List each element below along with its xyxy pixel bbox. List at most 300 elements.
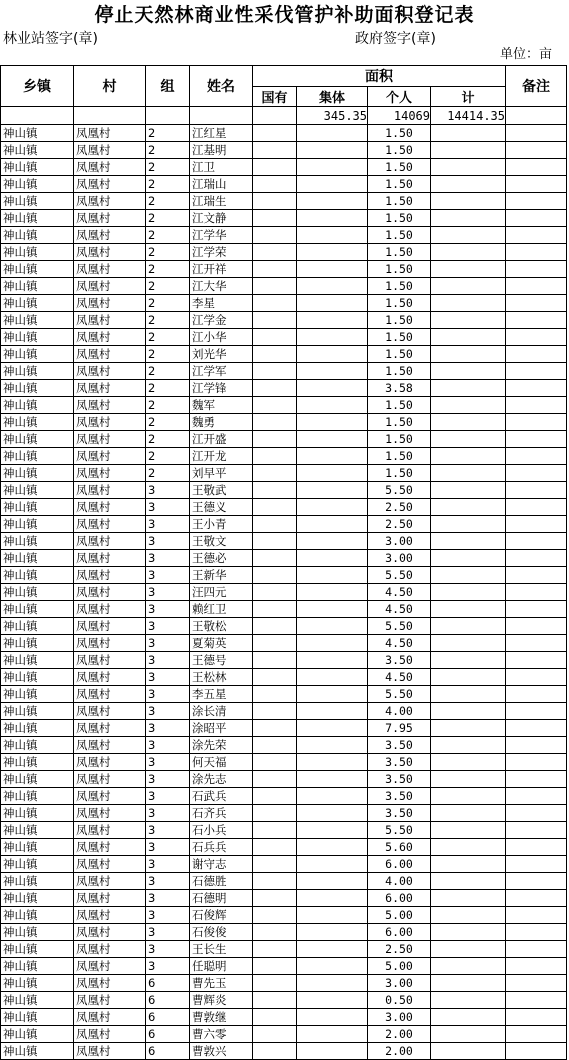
cell-total: [431, 958, 506, 975]
cell-remarks: [506, 550, 567, 567]
cell-group: 2: [146, 261, 190, 278]
cell-individual: 1.50: [368, 431, 431, 448]
cell-total: [431, 771, 506, 788]
cell-village: 凤凰村: [74, 227, 146, 244]
cell-individual: 3.50: [368, 805, 431, 822]
registration-table: [0, 65, 567, 1060]
cell-name: 王松林: [190, 669, 253, 686]
cell-group: 2: [146, 193, 190, 210]
cell-group: 3: [146, 533, 190, 550]
cell-collective: [297, 1026, 368, 1043]
cell-name: 曹敦继: [190, 1009, 253, 1026]
cell-name: 江小华: [190, 329, 253, 346]
cell-name: 王敬松: [190, 618, 253, 635]
cell-name: 刘早平: [190, 465, 253, 482]
cell-group: 2: [146, 431, 190, 448]
cell-town: 神山镇: [1, 924, 74, 941]
cell-individual: 3.00: [368, 550, 431, 567]
table-row: [1, 261, 567, 278]
cell-village: 凤凰村: [74, 414, 146, 431]
cell-state: [253, 975, 297, 992]
table-row: [1, 193, 567, 210]
cell-village: 凤凰村: [74, 958, 146, 975]
cell-group: 2: [146, 448, 190, 465]
cell-individual: 1.50: [368, 176, 431, 193]
header-group: 组: [146, 66, 190, 107]
cell-name: 石俊辉: [190, 907, 253, 924]
cell-state: [253, 992, 297, 1009]
cell-town: 神山镇: [1, 754, 74, 771]
cell-state: [253, 601, 297, 618]
table-row: [1, 924, 567, 941]
cell-town: 神山镇: [1, 261, 74, 278]
cell-total: [431, 125, 506, 142]
cell-total: [431, 703, 506, 720]
cell-individual: 6.00: [368, 890, 431, 907]
cell-name: 涂长清: [190, 703, 253, 720]
cell-village: 凤凰村: [74, 1009, 146, 1026]
cell-village: 凤凰村: [74, 431, 146, 448]
table-row: [1, 805, 567, 822]
cell-group: 3: [146, 635, 190, 652]
cell-village: 凤凰村: [74, 346, 146, 363]
cell-remarks: [506, 737, 567, 754]
cell-total: [431, 295, 506, 312]
cell-remarks: [506, 278, 567, 295]
cell-total: [431, 261, 506, 278]
cell-total: [431, 380, 506, 397]
cell-group: 3: [146, 499, 190, 516]
cell-group: 3: [146, 686, 190, 703]
cell-collective: [297, 482, 368, 499]
cell-village: 凤凰村: [74, 142, 146, 159]
header-individual: 个人: [368, 87, 431, 107]
cell-individual: 2.00: [368, 1043, 431, 1060]
table-row: [1, 601, 567, 618]
cell-individual: 5.50: [368, 567, 431, 584]
header-total: 计: [431, 87, 506, 107]
table-row: [1, 380, 567, 397]
cell-remarks: [506, 533, 567, 550]
cell-village: 凤凰村: [74, 975, 146, 992]
cell-state: [253, 482, 297, 499]
cell-total: [431, 924, 506, 941]
government-signature-label: 政府签字(章): [355, 31, 436, 47]
unit-label: 单位：亩: [500, 47, 553, 62]
cell-state: [253, 941, 297, 958]
cell-total: [431, 244, 506, 261]
cell-name: 江学军: [190, 363, 253, 380]
cell-total: [431, 448, 506, 465]
table-row: [1, 278, 567, 295]
cell-remarks: [506, 958, 567, 975]
cell-collective: [297, 210, 368, 227]
cell-village: 凤凰村: [74, 924, 146, 941]
cell-village: 凤凰村: [74, 244, 146, 261]
cell-town: 神山镇: [1, 550, 74, 567]
cell-total: [431, 176, 506, 193]
cell-collective: [297, 686, 368, 703]
cell-town: 神山镇: [1, 244, 74, 261]
header-village: 村: [74, 66, 146, 107]
cell-total: [431, 278, 506, 295]
table-row: [1, 431, 567, 448]
cell-town: 神山镇: [1, 295, 74, 312]
table-row: [1, 448, 567, 465]
table-row: [1, 839, 567, 856]
cell-group: 3: [146, 567, 190, 584]
cell-individual: 1.50: [368, 193, 431, 210]
cell-total: [431, 1026, 506, 1043]
cell-individual: 3.50: [368, 652, 431, 669]
cell-name: 王新华: [190, 567, 253, 584]
cell-state: [253, 618, 297, 635]
cell-collective: [297, 669, 368, 686]
cell-state: [253, 822, 297, 839]
table-row: [1, 975, 567, 992]
cell-group: 3: [146, 703, 190, 720]
cell-town: 神山镇: [1, 227, 74, 244]
cell-individual: 1.50: [368, 397, 431, 414]
table-row: [1, 346, 567, 363]
cell-remarks: [506, 669, 567, 686]
cell-total: [431, 346, 506, 363]
cell-remarks: [506, 295, 567, 312]
table-row: [1, 142, 567, 159]
cell-group: 3: [146, 907, 190, 924]
cell-individual: 3.58: [368, 380, 431, 397]
cell-village: 凤凰村: [74, 907, 146, 924]
cell-remarks: [506, 227, 567, 244]
cell-town: 神山镇: [1, 618, 74, 635]
cell-total: [431, 686, 506, 703]
cell-remarks: [506, 618, 567, 635]
cell-remarks: [506, 431, 567, 448]
cell-collective: [297, 941, 368, 958]
cell-group: 3: [146, 958, 190, 975]
cell-state: [253, 465, 297, 482]
cell-group: 3: [146, 737, 190, 754]
header-name: 姓名: [190, 66, 253, 107]
cell-individual: 3.50: [368, 788, 431, 805]
cell-total: [431, 142, 506, 159]
cell-group: 2: [146, 295, 190, 312]
cell-collective: [297, 856, 368, 873]
cell-state: [253, 176, 297, 193]
cell-state: [253, 737, 297, 754]
cell-name: 王敬武: [190, 482, 253, 499]
cell-individual: 1.50: [368, 465, 431, 482]
cell-state: [253, 363, 297, 380]
cell-total: [431, 414, 506, 431]
cell-collective: [297, 448, 368, 465]
cell-state: [253, 890, 297, 907]
cell-total: [431, 482, 506, 499]
table-row: [1, 652, 567, 669]
cell-town: 神山镇: [1, 771, 74, 788]
cell-state: [253, 516, 297, 533]
cell-collective: [297, 703, 368, 720]
cell-group: 3: [146, 550, 190, 567]
cell-state: [253, 346, 297, 363]
cell-collective: [297, 805, 368, 822]
cell-town: 神山镇: [1, 805, 74, 822]
cell-town: 神山镇: [1, 737, 74, 754]
cell-state: [253, 635, 297, 652]
cell-town: 神山镇: [1, 448, 74, 465]
cell-collective: [297, 873, 368, 890]
cell-group: 3: [146, 788, 190, 805]
cell-total: [431, 499, 506, 516]
cell-collective: [297, 431, 368, 448]
cell-individual: 1.50: [368, 295, 431, 312]
cell-town: 神山镇: [1, 346, 74, 363]
cell-individual: 6.00: [368, 924, 431, 941]
cell-name: 王德义: [190, 499, 253, 516]
cell-state: [253, 261, 297, 278]
table-row: [1, 176, 567, 193]
cell-individual: 1.50: [368, 244, 431, 261]
cell-state: [253, 958, 297, 975]
cell-name: 曹六零: [190, 1026, 253, 1043]
cell-remarks: [506, 142, 567, 159]
cell-total: [431, 839, 506, 856]
total-sum: 14414.35: [431, 107, 506, 125]
cell-individual: 1.50: [368, 278, 431, 295]
cell-name: 江学荣: [190, 244, 253, 261]
cell-group: 3: [146, 482, 190, 499]
cell-group: 6: [146, 975, 190, 992]
cell-town: 神山镇: [1, 142, 74, 159]
cell-remarks: [506, 261, 567, 278]
cell-state: [253, 499, 297, 516]
cell-collective: [297, 1043, 368, 1060]
cell-name: 江开祥: [190, 261, 253, 278]
cell-village: 凤凰村: [74, 193, 146, 210]
cell-collective: [297, 465, 368, 482]
cell-village: 凤凰村: [74, 380, 146, 397]
cell-name: 王德号: [190, 652, 253, 669]
cell-collective: [297, 227, 368, 244]
cell-total: [431, 516, 506, 533]
cell-name: 石齐兵: [190, 805, 253, 822]
cell-remarks: [506, 907, 567, 924]
cell-total: [431, 941, 506, 958]
table-row: [1, 312, 567, 329]
table-row: [1, 550, 567, 567]
cell-name: 江红星: [190, 125, 253, 142]
cell-town: 神山镇: [1, 465, 74, 482]
cell-remarks: [506, 567, 567, 584]
cell-group: 3: [146, 805, 190, 822]
cell-village: 凤凰村: [74, 499, 146, 516]
cell-individual: 1.50: [368, 142, 431, 159]
cell-state: [253, 227, 297, 244]
cell-name: 江文静: [190, 210, 253, 227]
cell-collective: [297, 363, 368, 380]
cell-town: 神山镇: [1, 363, 74, 380]
cell-village: 凤凰村: [74, 669, 146, 686]
cell-state: [253, 431, 297, 448]
cell-town: 神山镇: [1, 856, 74, 873]
cell-state: [253, 839, 297, 856]
cell-remarks: [506, 499, 567, 516]
cell-group: 3: [146, 754, 190, 771]
cell-group: 2: [146, 414, 190, 431]
cell-group: 2: [146, 363, 190, 380]
table-row: [1, 397, 567, 414]
cell-name: 石武兵: [190, 788, 253, 805]
cell-state: [253, 312, 297, 329]
cell-village: 凤凰村: [74, 720, 146, 737]
cell-total: [431, 1009, 506, 1026]
header-state: 国有: [253, 87, 297, 107]
cell-individual: 3.50: [368, 737, 431, 754]
cell-state: [253, 856, 297, 873]
cell-village: 凤凰村: [74, 635, 146, 652]
cell-town: 神山镇: [1, 516, 74, 533]
cell-group: 3: [146, 822, 190, 839]
cell-remarks: [506, 176, 567, 193]
table-row: [1, 907, 567, 924]
cell-collective: [297, 295, 368, 312]
cell-name: 江瑞山: [190, 176, 253, 193]
cell-collective: [297, 516, 368, 533]
cell-total: [431, 567, 506, 584]
cell-collective: [297, 329, 368, 346]
cell-state: [253, 533, 297, 550]
cell-collective: [297, 159, 368, 176]
cell-remarks: [506, 414, 567, 431]
cell-group: 6: [146, 1043, 190, 1060]
cell-collective: [297, 380, 368, 397]
cell-individual: 3.50: [368, 754, 431, 771]
cell-town: 神山镇: [1, 703, 74, 720]
cell-collective: [297, 992, 368, 1009]
cell-name: 江开龙: [190, 448, 253, 465]
table-row: [1, 618, 567, 635]
forestry-station-signature-label: 林业站签字(章): [3, 31, 98, 47]
cell-remarks: [506, 380, 567, 397]
cell-state: [253, 924, 297, 941]
cell-remarks: [506, 788, 567, 805]
table-row: [1, 414, 567, 431]
cell-state: [253, 567, 297, 584]
table-row: [1, 482, 567, 499]
cell-group: 3: [146, 941, 190, 958]
cell-total: [431, 788, 506, 805]
cell-name: 江基明: [190, 142, 253, 159]
cell-group: 2: [146, 125, 190, 142]
table-row: [1, 788, 567, 805]
cell-town: 神山镇: [1, 958, 74, 975]
cell-village: 凤凰村: [74, 601, 146, 618]
cell-village: 凤凰村: [74, 125, 146, 142]
cell-remarks: [506, 805, 567, 822]
cell-state: [253, 550, 297, 567]
header-area: 面积: [253, 66, 506, 87]
cell-town: 神山镇: [1, 329, 74, 346]
cell-remarks: [506, 1026, 567, 1043]
cell-remarks: [506, 329, 567, 346]
cell-individual: 5.50: [368, 822, 431, 839]
cell-individual: 1.50: [368, 159, 431, 176]
header-collective: 集体: [297, 87, 368, 107]
cell-individual: 2.50: [368, 941, 431, 958]
cell-total: [431, 635, 506, 652]
cell-collective: [297, 550, 368, 567]
cell-state: [253, 1026, 297, 1043]
cell-collective: [297, 278, 368, 295]
cell-village: 凤凰村: [74, 584, 146, 601]
cell-name: 魏军: [190, 397, 253, 414]
cell-remarks: [506, 363, 567, 380]
cell-collective: [297, 601, 368, 618]
cell-group: 3: [146, 890, 190, 907]
cell-total: [431, 159, 506, 176]
cell-town: 神山镇: [1, 176, 74, 193]
cell-individual: 0.50: [368, 992, 431, 1009]
cell-state: [253, 669, 297, 686]
cell-remarks: [506, 686, 567, 703]
cell-collective: [297, 754, 368, 771]
cell-village: 凤凰村: [74, 839, 146, 856]
cell-village: 凤凰村: [74, 652, 146, 669]
cell-total: [431, 312, 506, 329]
cell-remarks: [506, 754, 567, 771]
cell-individual: 3.00: [368, 975, 431, 992]
cell-name: 李五星: [190, 686, 253, 703]
cell-total: [431, 618, 506, 635]
cell-collective: [297, 346, 368, 363]
cell-total: [431, 975, 506, 992]
cell-village: 凤凰村: [74, 771, 146, 788]
cell-remarks: [506, 941, 567, 958]
cell-total: [431, 669, 506, 686]
cell-town: 神山镇: [1, 312, 74, 329]
cell-town: 神山镇: [1, 1009, 74, 1026]
cell-remarks: [506, 482, 567, 499]
cell-group: 2: [146, 397, 190, 414]
cell-town: 神山镇: [1, 975, 74, 992]
cell-collective: [297, 261, 368, 278]
cell-collective: [297, 635, 368, 652]
cell-village: 凤凰村: [74, 176, 146, 193]
cell-village: 凤凰村: [74, 754, 146, 771]
cell-state: [253, 754, 297, 771]
cell-state: [253, 703, 297, 720]
cell-individual: 5.50: [368, 618, 431, 635]
cell-village: 凤凰村: [74, 1026, 146, 1043]
cell-state: [253, 329, 297, 346]
cell-total: [431, 329, 506, 346]
cell-name: 何天福: [190, 754, 253, 771]
cell-village: 凤凰村: [74, 482, 146, 499]
cell-town: 神山镇: [1, 584, 74, 601]
cell-group: 3: [146, 516, 190, 533]
cell-collective: [297, 414, 368, 431]
cell-name: 曹辉炎: [190, 992, 253, 1009]
cell-state: [253, 159, 297, 176]
cell-collective: [297, 839, 368, 856]
cell-remarks: [506, 584, 567, 601]
cell-town: 神山镇: [1, 720, 74, 737]
total-collective: 345.35: [297, 107, 368, 125]
cell-group: 2: [146, 346, 190, 363]
cell-state: [253, 142, 297, 159]
cell-town: 神山镇: [1, 652, 74, 669]
table-row: [1, 754, 567, 771]
